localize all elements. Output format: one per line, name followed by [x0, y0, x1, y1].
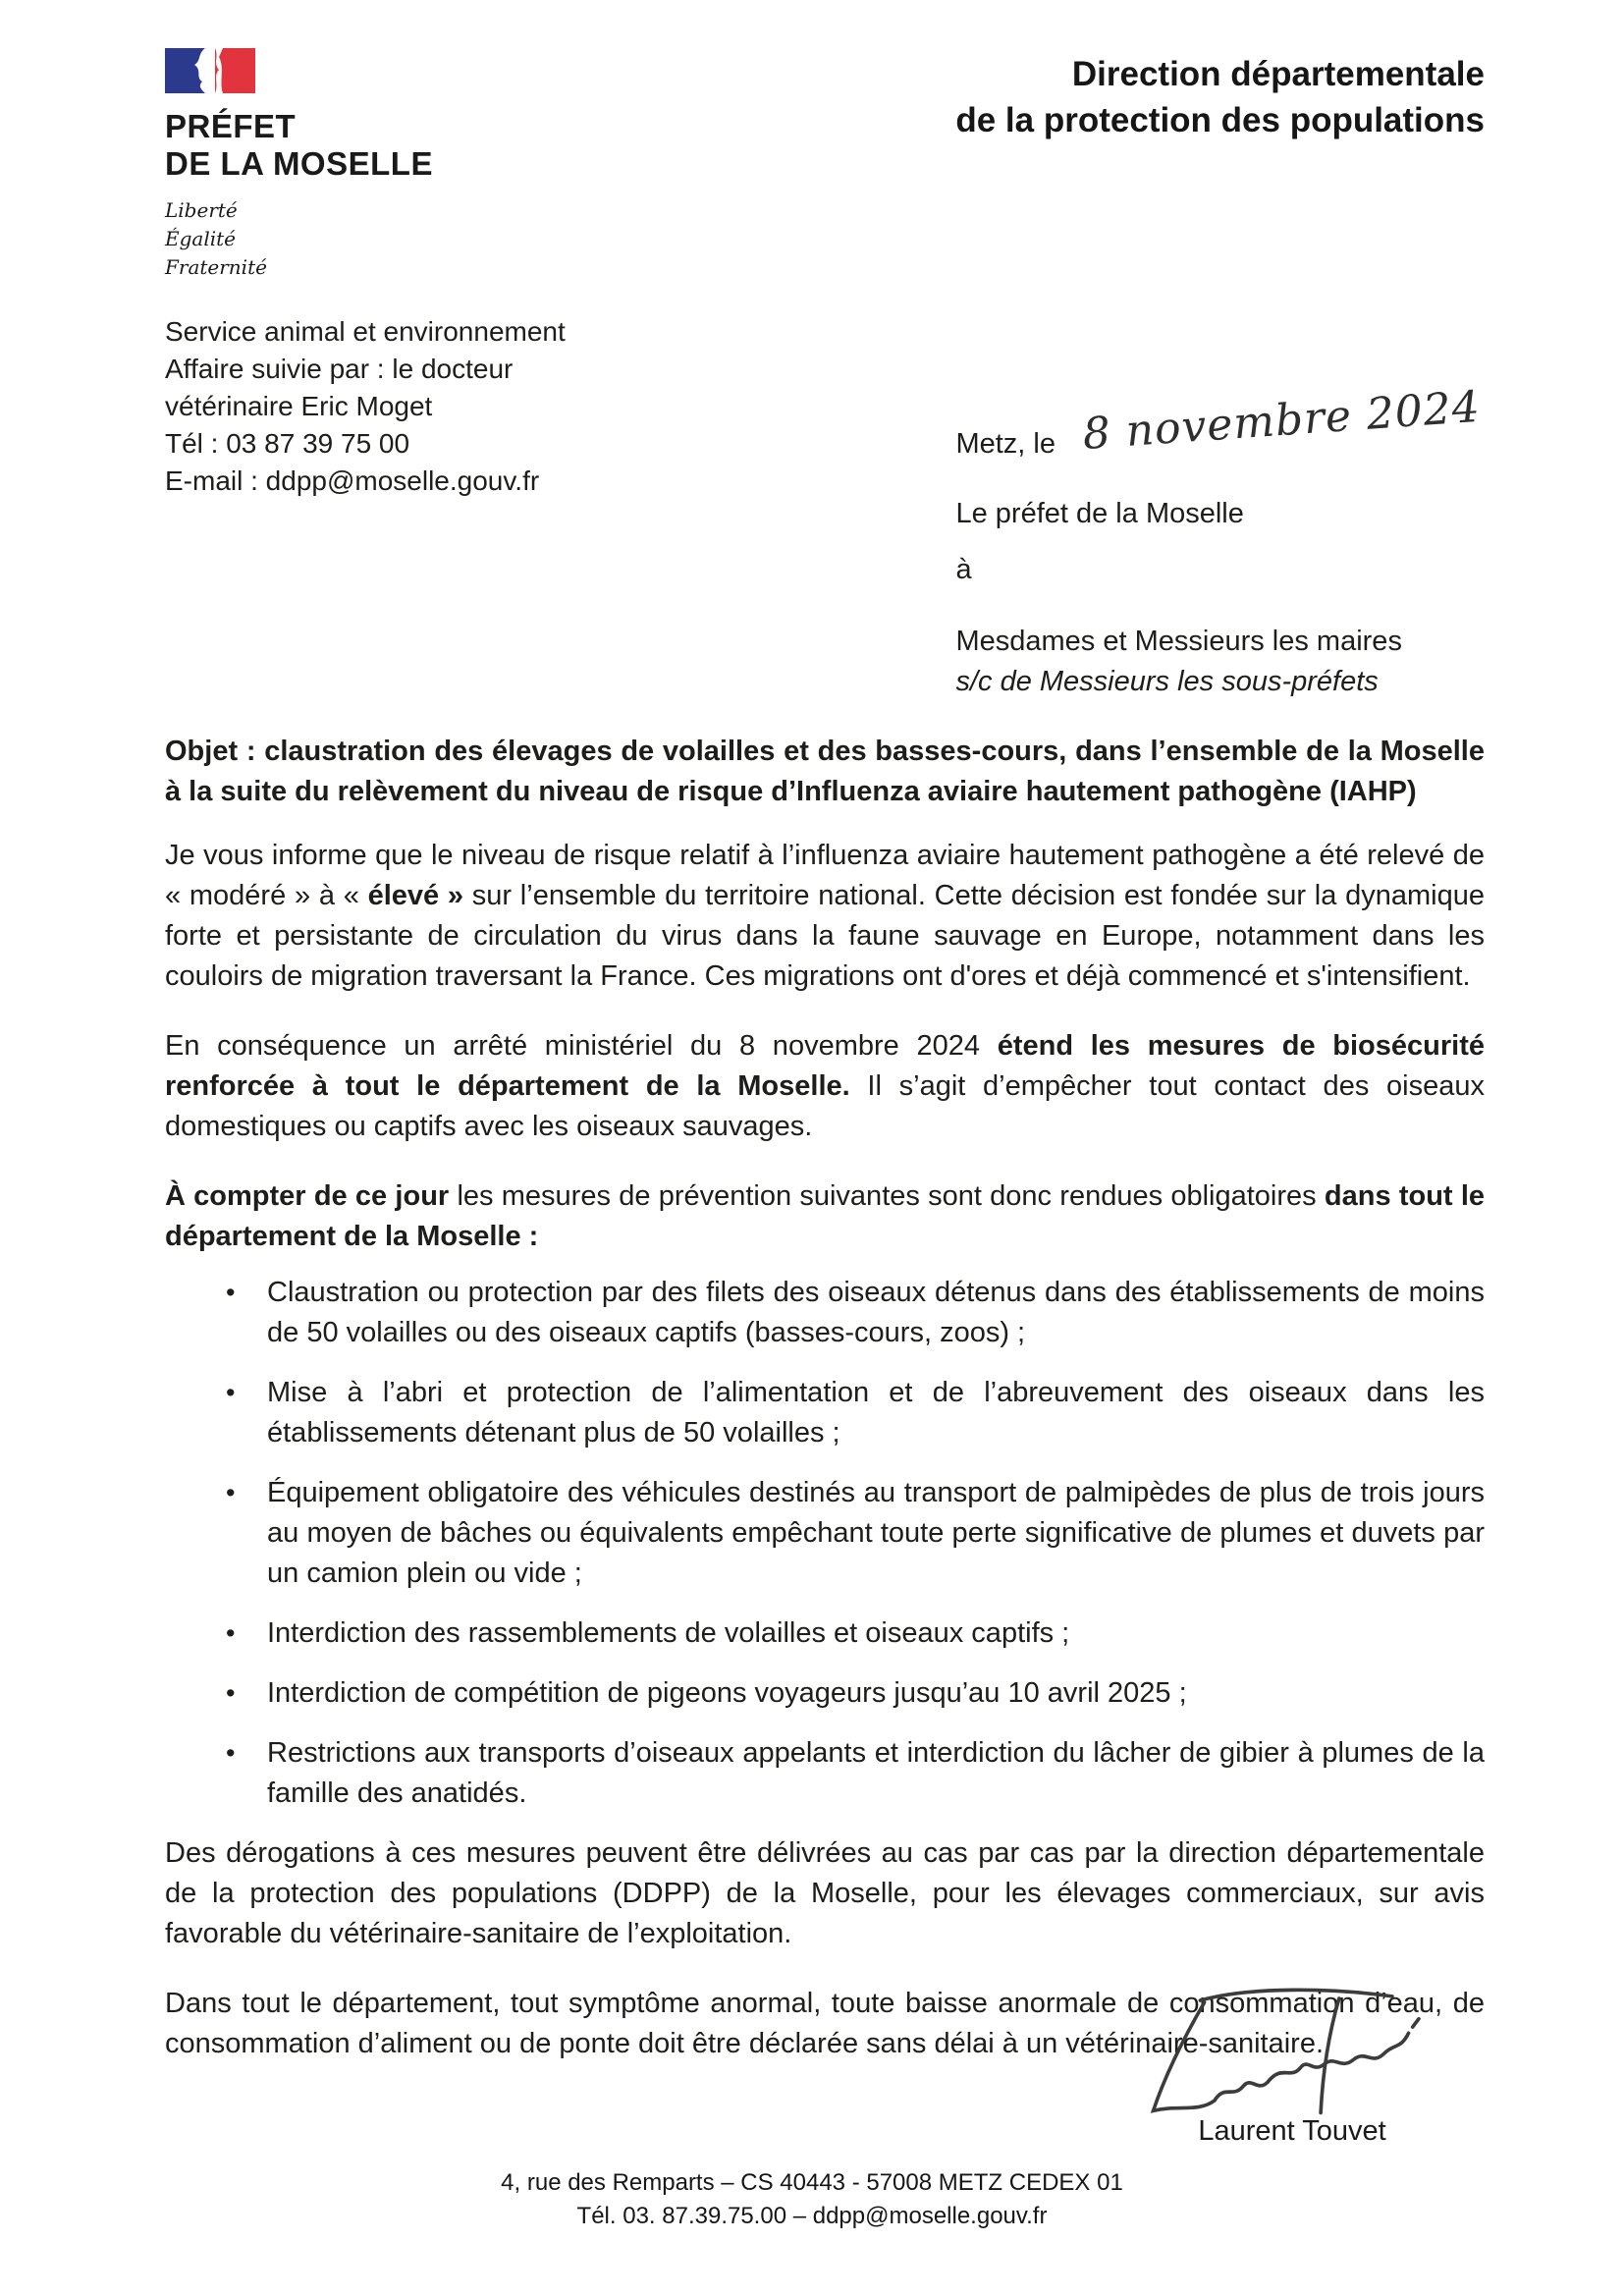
list-item [165, 1373, 1485, 1453]
prefecture-brand-block [165, 47, 577, 282]
paragraph-declaration: Dans tout le département, tout symptôme anormal, toute baisse anormale de consommation d’eau, de consommation d’aliment ou de ponte doit être déclarée sans délai à un vétérinaire-sanitaire. [165, 1988, 1485, 2059]
list-item [165, 1473, 1485, 1594]
footer-address: 4, rue des Remparts – CS 40443 - 57008 METZ CEDEX 01 [501, 2169, 1123, 2196]
contact-service: Service animal et environnement [165, 316, 566, 347]
measure-claustration: Claustration ou protection par des filets des oiseaux détenus dans des établissements de moins de 50 volailles ou des oiseaux captifs (basses-cours, zoos) ; [267, 1277, 1485, 1348]
letter-header [165, 47, 1485, 282]
motto-egalite: Égalité [165, 227, 236, 250]
prefect-name-line2: DE LA MOSELLE [165, 145, 433, 182]
paragraph-measures-intro: À compter de ce jour les mesures de prévention suivantes sont donc rendues obligatoires dans tout le département de la Moselle : [165, 1180, 1486, 1252]
measure-mise-a-l-abri: Mise à l’abri et protection de l’alimentation et de l’abreuvement des oiseaux dans les établissements détenant plus de 50 volailles ; [267, 1377, 1485, 1449]
prefect-name [165, 108, 577, 183]
measure-interdiction-rassemblements: Interdiction des rassemblements de volailles et oiseaux captifs ; [267, 1617, 1070, 1649]
paragraph-derogations: Des dérogations à ces mesures peuvent être délivrées au cas par cas par la direction départementale de la protection des populations (DDPP) de la Moselle, pour les élevages commerciaux, sur avis favorable du vétérinaire-sanitaire de l’exploitation. [165, 1837, 1485, 1949]
direction-title [955, 51, 1485, 143]
contact-handler-2: vétérinaire Eric Moget [165, 391, 433, 421]
direction-title-line1: Direction départementale [1071, 55, 1485, 93]
subject-line: Objet : claustration des élevages de volailles et des basses-cours, dans l’ensemble de la Moselle à la suite du relèvement du niveau de risque d’Influenza aviaire hautement pathogène (IAHP) [165, 736, 1485, 807]
contact-email: E-mail : ddpp@moselle.gouv.fr [165, 465, 540, 496]
addressee-line1: Mesdames et Messieurs les maires [955, 626, 1402, 657]
signatory-name: Laurent Touvet [1198, 2115, 1386, 2147]
paragraph-risk-level: Je vous informe que le niveau de risque relatif à l’influenza aviaire hautement pathogène a été relevé de « modéré » à « élevé » sur l’ensemble du territoire national. Cette décision est fondée sur la dynamique forte et persistante de circulation du virus dans la faune sauvage en Europe, notamment dans les couloirs de migration traversant la France. Ces migrations ont d'ores et déjà commencé et s'intensifient. [165, 840, 1485, 992]
list-item [165, 1733, 1485, 1814]
list-item [165, 1273, 1485, 1353]
paragraph-ministerial-order: En conséquence un arrêté ministériel du 8 novembre 2024 étend les mesures de biosécurité renforcée à tout le département de la Moselle. Il s’agit d’empêcher tout contact des oiseaux domestiques ou captifs avec les oiseaux sauvages. [165, 1030, 1485, 1142]
prefect-name-line1: PRÉFET [165, 108, 297, 144]
to-word: à [955, 554, 972, 585]
measure-equipement-vehicules: Équipement obligatoire des véhicules destinés au transport de palmipèdes de plus de trois jours au moyen de bâches ou équivalents empêchant toute perte significative de plumes et duvets par un camion plein ou vide ; [267, 1477, 1485, 1589]
dateline [955, 381, 1485, 465]
letter-footer [0, 2166, 1624, 2233]
addressee-line2: s/c de Messieurs les sous-préfets [955, 666, 1379, 697]
contact-phone: Tél : 03 87 39 75 00 [165, 428, 410, 459]
french-flag-marianne-icon [165, 47, 257, 96]
motto-liberte: Liberté [165, 198, 238, 222]
direction-title-line2: de la protection des populations [955, 101, 1485, 139]
handwritten-date: 8 novembre 2024 [1081, 381, 1483, 461]
addressees [955, 622, 1485, 702]
recipient-block [955, 381, 1485, 702]
measure-restrictions-transports: Restrictions aux transports d’oiseaux appelants et interdiction du lâcher de gibier à plumes de la famille des anatidés. [267, 1737, 1485, 1809]
list-item [165, 1673, 1485, 1714]
intro-row [165, 313, 1485, 702]
republic-motto [165, 196, 577, 282]
sender-line: Le préfet de la Moselle [955, 498, 1244, 529]
measure-interdiction-pigeons: Interdiction de compétition de pigeons voyageurs jusqu’au 10 avril 2025 ; [267, 1677, 1187, 1709]
signature-block [1106, 1974, 1479, 2152]
contact-handler-1: Affaire suivie par : le docteur [165, 354, 514, 384]
measures-list [165, 1273, 1485, 1814]
contact-block [165, 313, 713, 702]
signature-handwriting-icon [1135, 1974, 1449, 2127]
dateline-place: Metz, le [955, 428, 1056, 460]
footer-phone-email: Tél. 03. 87.39.75.00 – ddpp@moselle.gouv.fr [576, 2203, 1048, 2229]
list-item [165, 1613, 1485, 1654]
motto-fraternite: Fraternité [165, 255, 267, 279]
